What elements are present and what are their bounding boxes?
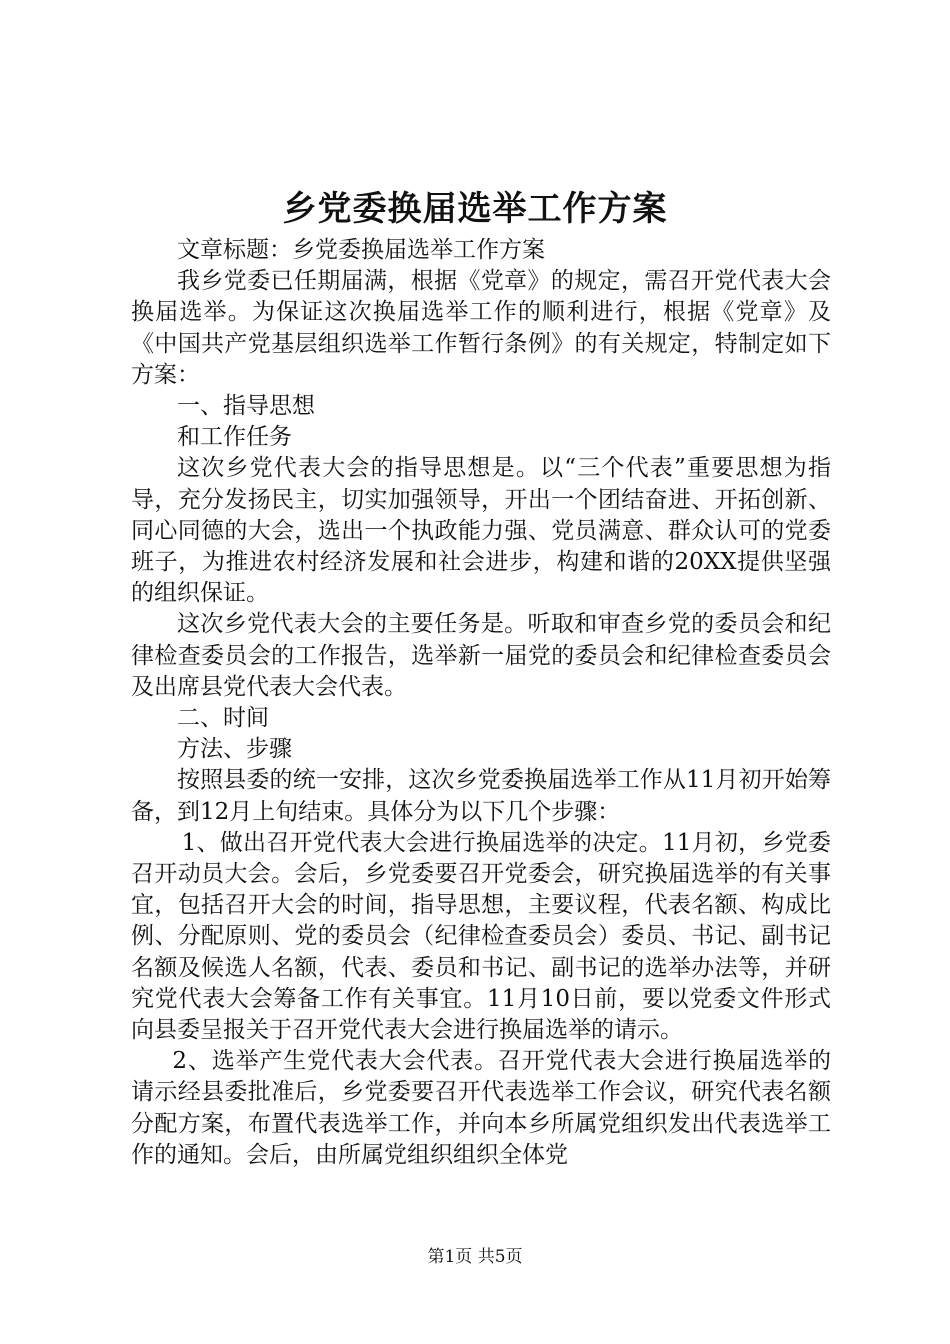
paragraph-step-1: 1、做出召开党代表大会进行换届选举的决定。11月初，乡党委召开动员大会。会后，乡党委要召开党委会，研究换届选举的有关事宜，包括召开大会的时间，指导思想，主要议程，代表名额、构成比例、分配原则、党的委员会（纪律检查委员会）委员、书记、副书记名额及候选人名额，代表、委员和书记、副书记的选举办法等，并研究党代表大会筹备工作有关事宜。11月10日前，要以党委文件形式向县委呈报关于召开党代表大会进行换届选举的请示。 [131, 829, 831, 1044]
section-heading-work-tasks: 和工作任务 [177, 424, 292, 451]
document-title: 乡党委换届选举工作方案 [282, 189, 668, 229]
paragraph-step-2: 2、选举产生党代表大会代表。召开党代表大会进行换届选举的请示经县委批准后，乡党委要召开代表选举工作会议，研究代表名额分配方案，布置代表选举工作，并向本乡所属党组织发出代表选举工作的通知。会后，由所属党组织组织全体党 [131, 1048, 831, 1168]
section-heading-time: 二、时间 [177, 705, 269, 732]
paragraph-main-tasks: 这次乡党代表大会的主要任务是。听取和审查乡党的委员会和纪律检查委员会的工作报告，选举新一届党的委员会和纪律检查委员会及出席县党代表大会代表。 [131, 611, 831, 700]
section-heading-guiding-ideology: 一、指导思想 [177, 393, 315, 420]
section-heading-methods-steps: 方法、步骤 [177, 736, 292, 763]
document-body [131, 235, 831, 1171]
paragraph-guiding-ideology: 这次乡党代表大会的指导思想是。以“三个代表”重要思想为指导，充分发扬民主，切实加强领导，开出一个团结奋进、开拓创新、同心同德的大会，选出一个执政能力强、党员满意、群众认可的党委班子，为推进农村经济发展和社会进步，构建和谐的20XX提供坚强的组织保证。 [131, 455, 831, 607]
page-footer: 第1页 共5页 [427, 1247, 523, 1267]
paragraph-schedule: 按照县委的统一安排，这次乡党委换届选举工作从11月初开始筹备，到12月上旬结束。具体分为以下几个步骤： [131, 767, 831, 825]
paragraph-article-title: 文章标题：乡党委换届选举工作方案 [177, 237, 545, 263]
paragraph-intro: 我乡党委已任期届满，根据《党章》的规定，需召开党代表大会换届选举。为保证这次换届选举工作的顺利进行，根据《党章》及《中国共产党基层组织选举工作暂行条例》的有关规定，特制定如下方案： [131, 268, 831, 388]
